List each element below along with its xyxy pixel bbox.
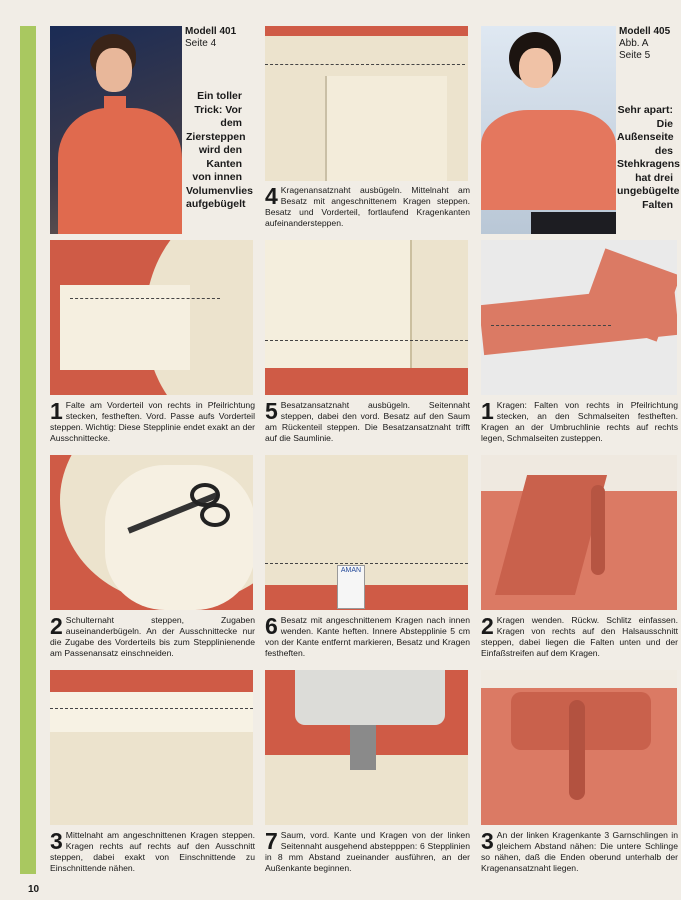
caption-step-1-left [50, 400, 255, 444]
photo-step-3-left [50, 670, 253, 825]
step-text: Besatz mit angeschnittenem Kragen nach innen wenden. Kante heften. Innere Abstepplinie 5 cm von der Kante entfernt markieren, Besatz und Kragen festheften. [265, 615, 470, 658]
step-text: Mittelnaht am angeschnittenen Kragen steppen. Kragen rechts auf rechts auf den Ausschnitt steppen, dabei exakt von Einschnittende zu Einschnittende nähen. [50, 830, 255, 873]
photo-step-6 [265, 455, 468, 610]
caption-step-2-right [481, 615, 678, 659]
photo-step-2-left [50, 455, 253, 610]
caption-step-1-right [481, 400, 678, 444]
step-number: 1 [50, 398, 63, 424]
photo-model-401 [50, 26, 182, 234]
step-number: 1 [481, 398, 494, 424]
model-405-title: Modell 405 [619, 26, 671, 37]
step-text: An der linken Kragenkante 3 Garnschlingen in gleichem Abstand nähen: Die untere Schlinge so nähen, daß die Enden oberund unterhalb der Kragenansatznaht liegen. [481, 830, 678, 873]
measuring-tape: AMAN [337, 565, 365, 609]
model-405-fig: Abb. A [619, 38, 649, 49]
step-number: 6 [265, 613, 278, 639]
model-405-page: Seite 5 [619, 50, 651, 61]
step-text: Falte am Vorderteil von rechts in Pfeilrichtung stecken, festheften. Vord. Passe aufs Vorderteil steppen. Wichtig: Diese Stepplinie endet exakt an der Ausschnittecke. [50, 400, 255, 443]
photo-step-5 [265, 240, 468, 395]
photo-step-2-right [481, 455, 677, 610]
step-number: 5 [265, 398, 278, 424]
step-number: 2 [50, 613, 63, 639]
photo-model-405 [481, 26, 616, 234]
green-margin-bar [20, 26, 36, 874]
step-text: Besatzansatznaht ausbügeln. Seitennaht steppen, dabei den vord. Besatz auf den Saum am Rückenteil steppen. Die Besatzansatznaht trifft auf die Saumlinie. [265, 400, 470, 443]
step-text: Kragen wenden. Rückw. Schlitz einfassen. Kragen von rechts auf den Halsausschnitt steppen, dabei liegen die Falten unten und der Einfaßstreifen auf dem Kragen. [481, 615, 678, 658]
model-405-trick: Sehr apart: Die Außenseite des Stehkragens hat drei ungebügelte Falten [617, 104, 681, 211]
caption-step-4 [265, 185, 470, 229]
step-number: 7 [265, 828, 278, 854]
photo-step-1-right [481, 240, 677, 395]
photo-step-7 [265, 670, 468, 825]
model-401-page: Seite 4 [185, 38, 217, 49]
step-number: 4 [265, 183, 278, 209]
page-number: 10 [28, 884, 40, 895]
step-text: Saum, vord. Kante und Kragen von der linken Seitennaht ausgehend abstepppen: 6 Stepplinien in 8 mm Abstand zueinander ausführen, an der Außenkante beginnen. [265, 830, 470, 873]
model-401-title: Modell 401 [185, 26, 237, 37]
step-number: 3 [50, 828, 63, 854]
caption-step-2-left [50, 615, 255, 659]
photo-step-1-left [50, 240, 253, 395]
step-text: Schulternaht steppen, Zugaben auseinanderbügeln. An der Ausschnittecke nur die Zugabe des Vorderteils bis zum Stepplinienende am Passenansatz einschneiden. [50, 615, 255, 658]
model-401-label [185, 26, 236, 50]
photo-step-4 [265, 26, 468, 181]
photo-step-3-right [481, 670, 677, 825]
caption-step-3-right [481, 830, 678, 874]
step-text: Kragen: Falten von rechts in Pfeilrichtung stecken, an den Schmalseiten festheften. Kragen an der Umbruchlinie rechts auf rechts legen, Schmalseiten zusteppen. [481, 400, 678, 443]
caption-step-3-left [50, 830, 255, 874]
caption-step-7 [265, 830, 470, 874]
step-number: 2 [481, 613, 494, 639]
step-text: Kragenansatznaht ausbügeln. Mittelnaht am Besatz mit angeschnittenem Kragen steppen. Besatz und Vorderteil, fortlaufend Kragenkanten aufeinandersteppen. [265, 185, 470, 228]
model-401-trick: Ein toller Trick: Vor dem Ziersteppen wird den Kanten von innen Volumenvlies aufgebügelt [186, 90, 253, 210]
model-405-label [619, 26, 670, 62]
caption-step-5 [265, 400, 470, 444]
caption-step-6 [265, 615, 470, 659]
step-number: 3 [481, 828, 494, 854]
